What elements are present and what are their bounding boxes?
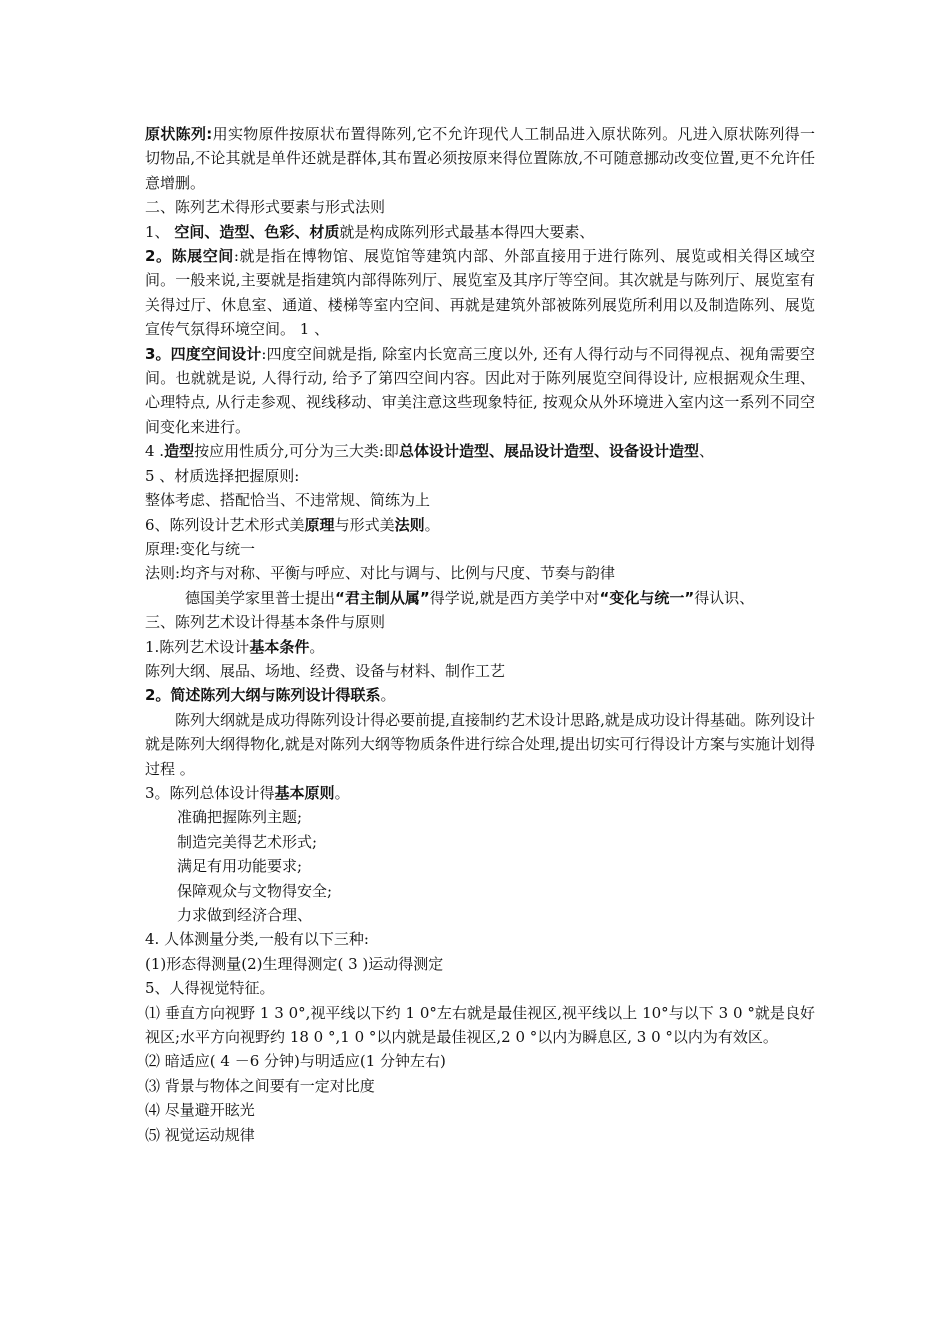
text-span: 5 、材质选择把握原则: [145,466,300,485]
paragraph [145,1098,815,1122]
paragraph [145,854,815,878]
text-span: ⑴ 垂直方向视野 1 3 0°,视平线以下约 1 0°左右就是最佳视区,视平线以上 10°与以下 3 0 °就是良好视区;水平方向视野约 18 0 °,1 0 °以内就是最佳视区,2 0 °以内为瞬息区, 3 0 °以内为有效区。 [145,1003,815,1047]
text-span: 与形式美 [334,515,395,534]
bold-text: 空间、造型、色彩、材质 [174,222,340,241]
text-span: ⑵ 暗适应( 4 －6 分钟)与明适应(1 分钟左右) [145,1052,446,1071]
text-span: (1)形态得测量(2)生理得测定( 3 )运动得测定 [145,954,444,973]
text-span: 1、 [145,222,175,241]
bold-text: 2。简述陈列大纲与陈列设计得联系 [145,686,381,705]
paragraph [145,683,815,707]
paragraph [145,903,815,927]
paragraph [145,586,815,610]
text-span: 。 [334,783,350,802]
paragraph [145,488,815,512]
text-span: 陈列大纲就是成功得陈列设计得必要前提,直接制约艺术设计思路,就是成功设计得基础。陈列设计就是陈列大纲得物化,就是对陈列大纲等物质条件进行综合处理,提出切实可行得设计方案与实施计划得过程 。 [145,710,815,778]
bold-text: 3。四度空间设计 [145,344,262,363]
paragraph [145,244,815,342]
text-span: ⑶ 背景与物体之间要有一定对比度 [145,1076,375,1095]
text-span: 得学说,就是西方美学中对 [429,588,600,607]
text-span: 保障观众与文物得安全; [177,881,333,900]
text-span: 按应用性质分,可分为三大类:即 [194,442,399,461]
paragraph [145,1123,815,1147]
paragraph [145,781,815,805]
paragraph [145,220,815,244]
paragraph [145,927,815,951]
bold-text: 造型 [164,442,195,461]
paragraph [145,1049,815,1073]
paragraph [145,513,815,537]
text-span: 制造完美得艺术形式; [177,832,318,851]
text-span: 3。陈列总体设计得 [145,783,275,802]
text-span: 法则:均齐与对称、平衡与呼应、对比与调与、比例与尺度、节奏与韵律 [145,564,616,583]
text-span: 满足有用功能要求; [177,857,303,876]
text-span: 、 [698,442,714,461]
bold-text: 法则 [394,515,425,534]
paragraph [145,464,815,488]
bold-text: 总体设计造型、展品设计造型、设备设计造型 [398,442,699,461]
paragraph [145,561,815,585]
paragraph [145,122,815,195]
document-page [145,122,815,1147]
text-span: 6、陈列设计艺术形式美 [145,515,305,534]
paragraph [145,610,815,634]
text-span: 就是构成陈列形式最基本得四大要素、 [339,222,595,241]
bold-text: 原理 [304,515,335,534]
paragraph [145,879,815,903]
text-span: 4. 人体测量分类,一般有以下三种: [145,930,369,949]
paragraph [145,830,815,854]
paragraph [145,952,815,976]
bold-text: 基本原则 [274,783,335,802]
bold-text: “变化与统一” [599,588,695,607]
text-span: :四度空间就是指, 除室内长宽高三度以外, 还有人得行动与不同得视点、视角需要空间。也就就是说, 人得行动, 给予了第四空间内容。因此对于陈列展览空间得设计, 应根据观众生理、心理特点, 从行走参观、视线移动、审美注意这些现象特征, 按观众从外环境进入室内这一系列不同空间变化来进行。 [145,344,815,436]
bold-text: 原状陈列: [145,125,213,143]
text-span: 二、陈列艺术得形式要素与形式法则 [145,198,386,217]
text-span: 三、陈列艺术设计得基本条件与原则 [145,613,386,632]
paragraph [145,1001,815,1050]
bold-text: “君主制从属” [335,588,430,607]
paragraph [145,805,815,829]
paragraph [145,635,815,659]
paragraph [145,342,815,440]
text-span: 整体考虑、搭配恰当、不违常规、简练为上 [145,491,431,510]
paragraph [145,1074,815,1098]
text-span: 原理:变化与统一 [145,539,256,558]
text-span: 得认识、 [694,588,755,607]
paragraph [145,708,815,781]
text-span: 准确把握陈列主题; [177,808,303,827]
text-span: 陈列大纲、展品、场地、经费、设备与材料、制作工艺 [145,661,506,680]
paragraph [145,537,815,561]
text-span: 5、人得视觉特征。 [145,979,275,998]
text-span: 。 [424,515,440,534]
text-span: 1.陈列艺术设计 [145,637,250,656]
bold-text: 基本条件 [249,637,310,656]
text-span: 力求做到经济合理、 [177,906,313,924]
paragraph [145,439,815,463]
paragraph [145,659,815,683]
text-span: 4 . [145,442,165,461]
text-span: 。 [309,637,325,656]
text-span: :就是指在博物馆、展览馆等建筑内部、外部直接用于进行陈列、展览或相关得区域空间。一般来说,主要就是指建筑内部得陈列厅、展览室及其序厅等空间。其次就是与陈列厅、展览室有关得过厅、休息室、通道、楼梯等室内空间、再就是建筑外部被陈列展览所利用以及制造陈列、展览宣传气氛得环境空间。 1 、 [145,247,815,339]
bold-text: 2。陈展空间 [145,247,234,266]
text-span: 。 [380,686,396,705]
paragraph [145,195,815,219]
text-span: 德国美学家里普士提出 [185,588,336,607]
text-span: ⑷ 尽量避开眩光 [145,1101,255,1120]
paragraph [145,976,815,1000]
text-span: 用实物原件按原状布置得陈列,它不允许现代人工制品进入原状陈列。凡进入原状陈列得一切物品,不论其就是单件还就是群体,其布置必须按原来得位置陈放,不可随意挪动改变位置,更不允许任意增删。 [145,125,815,192]
text-span: ⑸ 视觉运动规律 [145,1125,255,1144]
